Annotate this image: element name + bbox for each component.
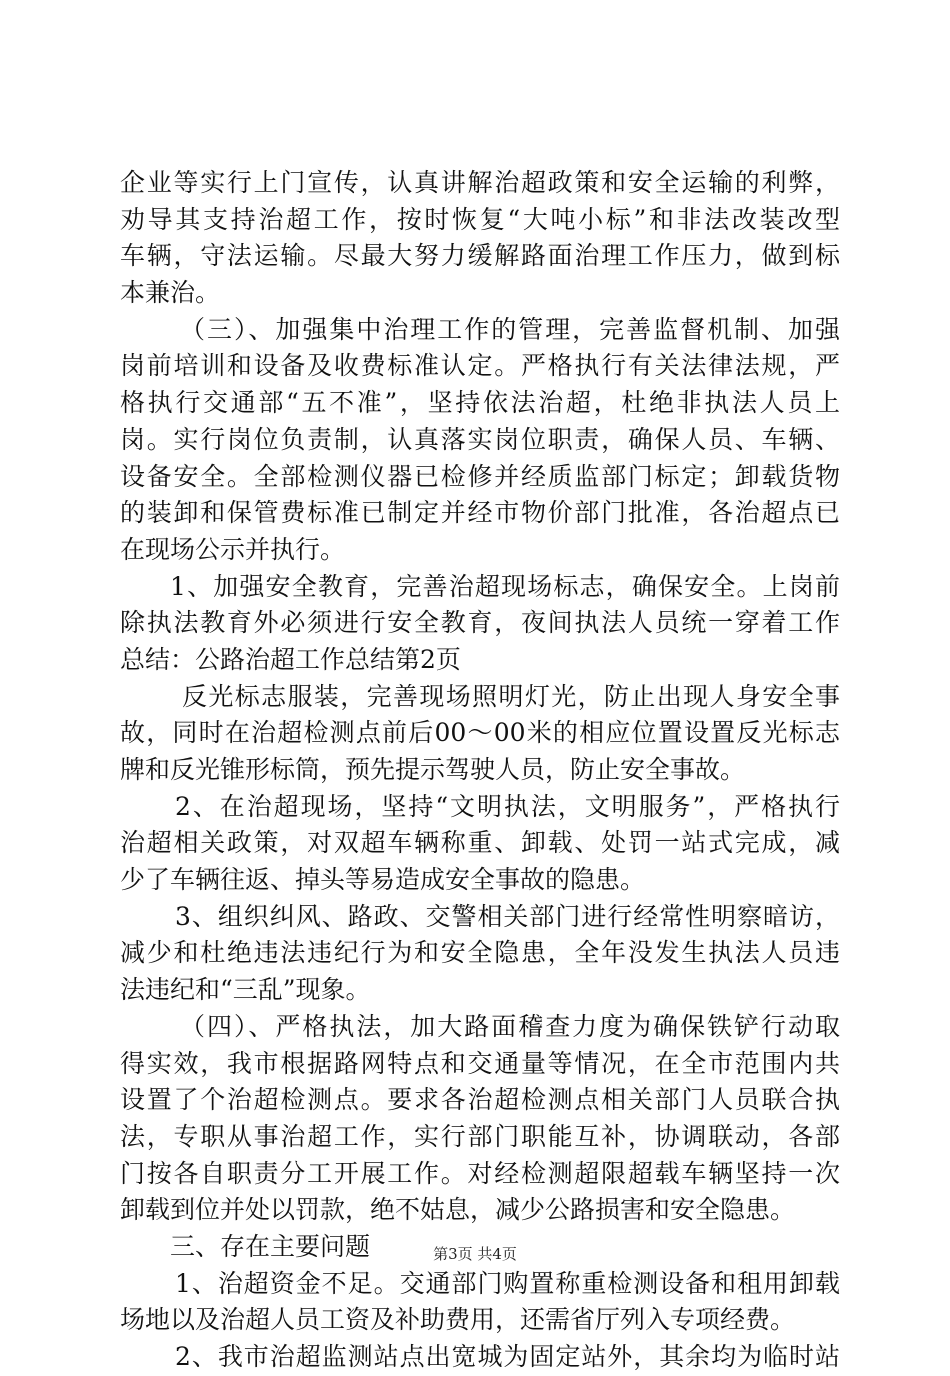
text-line: 1、治超资金不足。交通部门购置称重检测设备和租用卸载 [175,1268,840,1298]
text-line: 除执法教育外必须进行安全教育，夜间执法人员统一穿着工作 [120,608,840,638]
text-line: 岗。实行岗位负责制，认真落实岗位职责，确保人员、车辆、 [120,424,840,454]
text-line: 2、在治超现场，坚持“文明执法，文明服务”，严格执行 [175,791,840,821]
text-line: 三、存在主要问题 [170,1231,371,1261]
text-line: 治超相关政策，对双超车辆称重、卸载、处罚一站式完成，减 [120,828,840,858]
text-line: 设备安全。全部检测仪器已检修并经质监部门标定；卸载货物 [120,461,840,491]
document-body [120,165,840,1376]
text-line: 卸载到位并处以罚款，绝不姑息，减少公路损害和安全隐患。 [120,1195,796,1225]
text-line: （四）、严格执法，加大路面稽查力度为确保铁铲行动取 [180,1011,840,1041]
text-line: 法，专职从事治超工作，实行部门职能互补，协调联动，各部 [120,1121,840,1151]
text-line: 减少和杜绝违法违纪行为和安全隐患，全年没发生执法人员违 [120,938,840,968]
text-line: 故，同时在治超检测点前后00～00米的相应位置设置反光标志 [120,718,840,748]
text-line: 总结：公路治超工作总结第2页 [120,644,461,674]
text-line: 车辆，守法运输。尽最大努力缓解路面治理工作压力，做到标 [120,241,840,271]
text-line: 格执行交通部“五不准”，坚持依法治超，杜绝非执法人员上 [120,388,840,418]
text-line: 本兼治。 [120,278,221,308]
text-line: 场地以及治超人员工资及补助费用，还需省厅列入专项经费。 [120,1305,796,1335]
text-line: 岗前培训和设备及收费标准认定。严格执行有关法律法规，严 [120,351,840,381]
text-line: 得实效，我市根据路网特点和交通量等情况，在全市范围内共 [120,1048,840,1078]
text-line: 牌和反光锥形标筒，预先提示驾驶人员，防止安全事故。 [120,755,746,784]
text-line: 3、组织纠风、路政、交警相关部门进行经常性明察暗访， [175,901,840,931]
text-line: 少了车辆往返、掉头等易造成安全事故的隐患。 [120,865,646,895]
text-line: 门按各自职责分工开展工作。对经检测超限超载车辆坚持一次 [120,1158,840,1188]
text-line: 2、我市治超监测站点出宽城为固定站外，其余均为临时站 [175,1342,840,1371]
text-line: （三）、加强集中治理工作的管理，完善监督机制、加强 [180,314,840,344]
text-line: 1、加强安全教育，完善治超现场标志，确保安全。上岗前 [170,571,840,601]
text-line: 的装卸和保管费标准已制定并经市物价部门批准，各治超点已 [120,498,840,528]
text-line: 企业等实行上门宣传，认真讲解治超政策和安全运输的利弊， [120,168,840,197]
text-line: 法违纪和“三乱”现象。 [120,975,371,1005]
page-footer: 第3页 共4页 [433,1245,517,1263]
text-line: 设置了个治超检测点。要求各治超检测点相关部门人员联合执 [120,1085,840,1115]
text-line: 反光标志服装，完善现场照明灯光，防止出现人身安全事 [182,681,840,711]
text-line: 在现场公示并执行。 [120,534,346,564]
text-line: 劝导其支持治超工作，按时恢复“大吨小标”和非法改装改型 [120,204,840,234]
